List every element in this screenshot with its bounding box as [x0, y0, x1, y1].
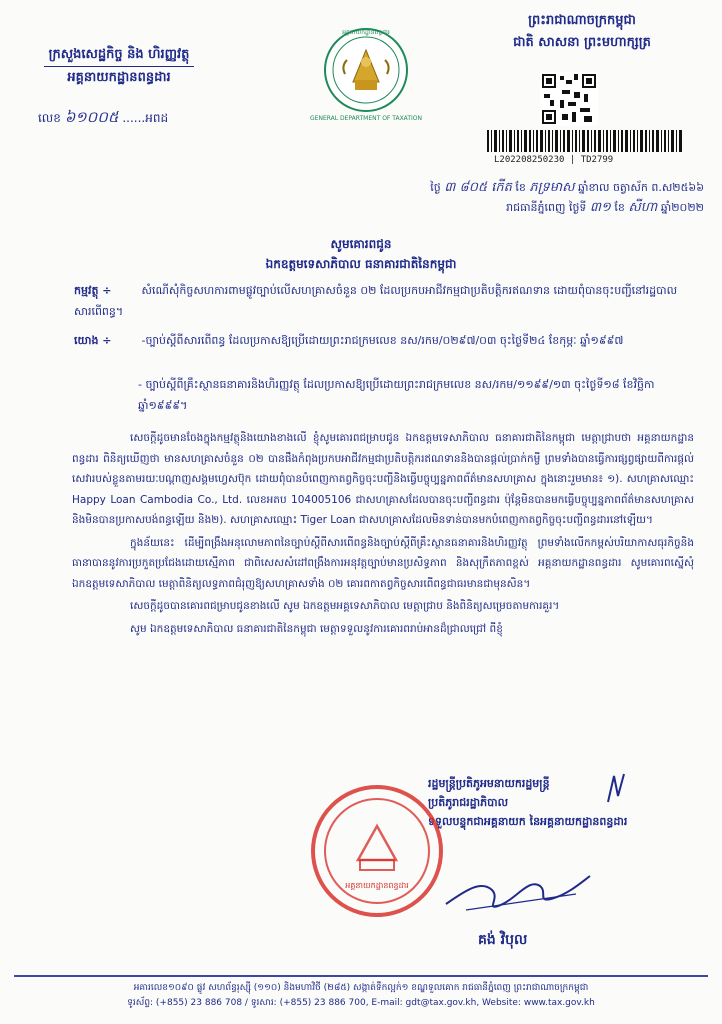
body-paragraph: ក្នុងន័យនេះ ដើម្បីពង្រឹងអនុលោមភាពនៃច្បាប់ស្ដីពីសារពើពន្ធនិងច្បាប់ស្ដីពីគ្រឹះស្ថានធនាគារនិងហិរញ្ញវត្ថុ ព្រមទាំងលើកកម្ពស់បរិយាកាសធុរកិច្ចនិងធានាបាននូវការប្រកួតប្រជែងដោយស្មើភាព ជាពិសេសសំដៅពង្រឹងការអនុវត្តច្បាប់មានប្រសិទ្ធភាព និងសុក្រឹតភាពខ្ពស់ អគ្គនាយកដ្ឋានពន្ធដារ សូមគោរពស្នើសុំឯកឧត្ដមទេសាភិបាល មេត្ដាពិនិត្យលទ្ធភាពជំរុញឱ្យសហគ្រាសទាំង ០២ គោរពកាតព្វកិច្ចសារពើពន្ធជាធរមានជាមុនសិន។ [72, 536, 694, 590]
ministry-name: ក្រសួងសេដ្ឋកិច្ច និង ហិរញ្ញវត្ថុ [48, 47, 190, 62]
references-block [74, 330, 694, 351]
footer-contact: ទូរស័ព្ទ: (+855) 23 886 708 / ទូរសារ: (+855) 23 886 700, E-mail: gdt@tax.gov.kh, Website: www.tax.gov.kh [127, 998, 595, 1008]
signatory-title: រដ្ឋមន្ត្រីប្រតិភូអមនាយករដ្ឋមន្ត្រី ប្រតិភូរាជរដ្ឋាភិបាល ទទួលបន្ទុកជាអគ្គនាយក នៃអគ្គនាយកដ្ឋានពន្ធដារ [428, 777, 628, 828]
salutation: សូមគោរពជូន [330, 237, 392, 251]
footer-divider [14, 975, 708, 977]
qr-code-icon [540, 72, 598, 126]
letter-number: លេខ ៦១០០៥ ......អពដ [38, 108, 169, 126]
official-stamp-icon [308, 782, 446, 920]
footer [14, 981, 708, 1011]
body-paragraph: សេចក្ដីដូចបានគោរពជម្រាបជូនខាងលើ សូម ឯកឧត្ដមអគ្គទេសាភិបាល មេត្ដាជ្រាប និងពិនិត្យសម្រេចតាមការគួរ។ [130, 600, 560, 612]
subject-label: កម្មវត្ថុ ÷ [74, 284, 112, 297]
handwritten-signature-icon [436, 860, 596, 920]
subject-block [74, 280, 694, 322]
gdt-logo-icon [310, 22, 422, 128]
letter-body [72, 428, 694, 641]
recipient: ឯកឧត្ដមទេសាភិបាល ធនាគារជាតិនៃកម្ពុជា [265, 257, 457, 271]
kingdom-name: ព្រះរាជាណាចក្រកម្ពុជា [528, 13, 636, 28]
kingdom-header [476, 10, 688, 54]
svg-text:GENERAL DEPARTMENT OF TAXATION: GENERAL DEPARTMENT OF TAXATION [310, 115, 422, 122]
references-label: យោង ÷ [74, 334, 112, 347]
ministry-header [14, 44, 224, 89]
national-motto: ជាតិ សាសនា ព្រះមហាក្សត្រ [513, 35, 651, 50]
signatory-name: គង់ វិបុល [478, 932, 528, 948]
department-name: អគ្គនាយកដ្ឋានពន្ធដារ [67, 70, 171, 85]
footer-address: អគារលេខ១០៩០ ផ្លូវ សហព័ន្ធរុស្ស៊ី (១១០) និងមហាវិថី (២៨៥) សង្កាត់ទឹកល្អក់១ ខណ្ឌទួលគោក រាជធានីភ្នំពេញ ព្រះរាជាណាចក្រកម្ពុជា [133, 983, 589, 993]
letter-number-value: ៦១០០៥ [64, 108, 119, 126]
svg-text:អគ្គនាយកដ្ឋានពន្ធដារ: អគ្គនាយកដ្ឋានពន្ធដារ [342, 29, 390, 36]
svg-text:អគ្គនាយកដ្ឋានពន្ធដារ: អគ្គនាយកដ្ឋានពន្ធដារ [345, 881, 409, 890]
body-paragraph: សេចក្ដីដូចមានចែងក្នុងកម្មវត្ថុនិងយោងខាងលើ ខ្ញុំសូមគោរពជម្រាបជូន ឯកឧត្ដមទេសាភិបាល ធនាគារជាតិនៃកម្ពុជា មេត្ដាជ្រាបថា អគ្គនាយកដ្ឋានពន្ធដារ ពិនិត្យឃើញថា មានសហគ្រាសចំនួន ០២ បានផឹងកំពុងប្រកបអាជីវកម្មជាប្រតិបត្តិករឥណទាននិងបានផ្ដល់ប្រាក់កម្ចី ព្រមទាំងបានធ្វើការផ្សព្វផ្សាយពីការផ្ដល់សេវារបស់ខ្លួនតាមរយៈបណ្ដាញសង្គមហ្វេសប៊ុក ដោយពុំបានបំពេញកាតព្វកិច្ចចុះបញ្ជីនិងធ្វើបច្ចុប្បន្នភាពព័ត៌មានសហគ្រាស ក្នុងនោះរួមមាន៖ ១). សហគ្រាសឈ្មោះ Happy Loan Cambodia Co., Ltd. លេខអតប 104005106 ជាសហគ្រាសដែលបានចុះបញ្ជីពន្ធដារ ប៉ុន្តែមិនបានមកធ្វើបច្ចុប្បន្នភាពព័ត៌មានសហគ្រាស និងមិនបានប្រកាសបង់ពន្ធឡើយ និង២). សហគ្រាសឈ្មោះ Tiger Loan ជាសហគ្រាសដែលមិនទាន់បានមកបំពេញកាតព្វកិច្ចចុះបញ្ជីពន្ធដារនៅឡើយ។ [72, 432, 694, 526]
lunar-date: ថ្ងៃ ៣ ៨០៥ កើត ខែ ភទ្រមាស ឆ្នាំខាល ចត្វាស័ក ព.ស២៥៦៦ [430, 180, 704, 195]
date-block [312, 178, 704, 218]
solar-date: រាជធានីភ្នំពេញ ថ្ងៃទី ៣១ ខែ សីហា ឆ្នាំ២០២២ [506, 200, 704, 215]
barcode-icon [487, 130, 683, 152]
subject-text: សំណើសុំកិច្ចសហការពាមផ្លូវច្បាប់លើសហគ្រាសចំនួន ០២ ដែលប្រកបអាជីវកម្មជាប្រតិបត្តិករឥណទាន ដោយពុំបានចុះបញ្ជីនៅរដ្ឋបាលសារពើពន្ធ។ [74, 284, 678, 318]
barcode-number: L202208250230 | TD2799 [494, 155, 614, 165]
reference-item: - ច្បាប់ស្ដីពីគ្រឹះស្ថានធនាគារនិងហិរញ្ញវត្ថុ ដែលប្រកាសឱ្យប្រើដោយព្រះរាជក្រមលេខ នស/រកម/១១៩៩/១៣ ចុះថ្ងៃទី១៨ ខែវិច្ឆិកា ឆ្នាំ១៩៩៩។ [138, 378, 655, 412]
body-paragraph: សូម ឯកឧត្ដមទេសាភិបាល ធនាគារជាតិនៃកម្ពុជា មេត្ដាទទួលនូវការគោរពរាប់អានដ៏ជ្រាលជ្រៅ ពីខ្ញុំ [130, 622, 503, 635]
initials-mark-icon [604, 772, 628, 806]
reference-item: -ច្បាប់ស្ដីពីសារពើពន្ធ ដែលប្រកាសឱ្យប្រើដោយព្រះរាជក្រមលេខ នស/រកម/០២៩៧/០៣ ចុះថ្ងៃទី២៤ ខែកុម្ភៈ ឆ្នាំ១៩៩៧ [141, 334, 624, 347]
